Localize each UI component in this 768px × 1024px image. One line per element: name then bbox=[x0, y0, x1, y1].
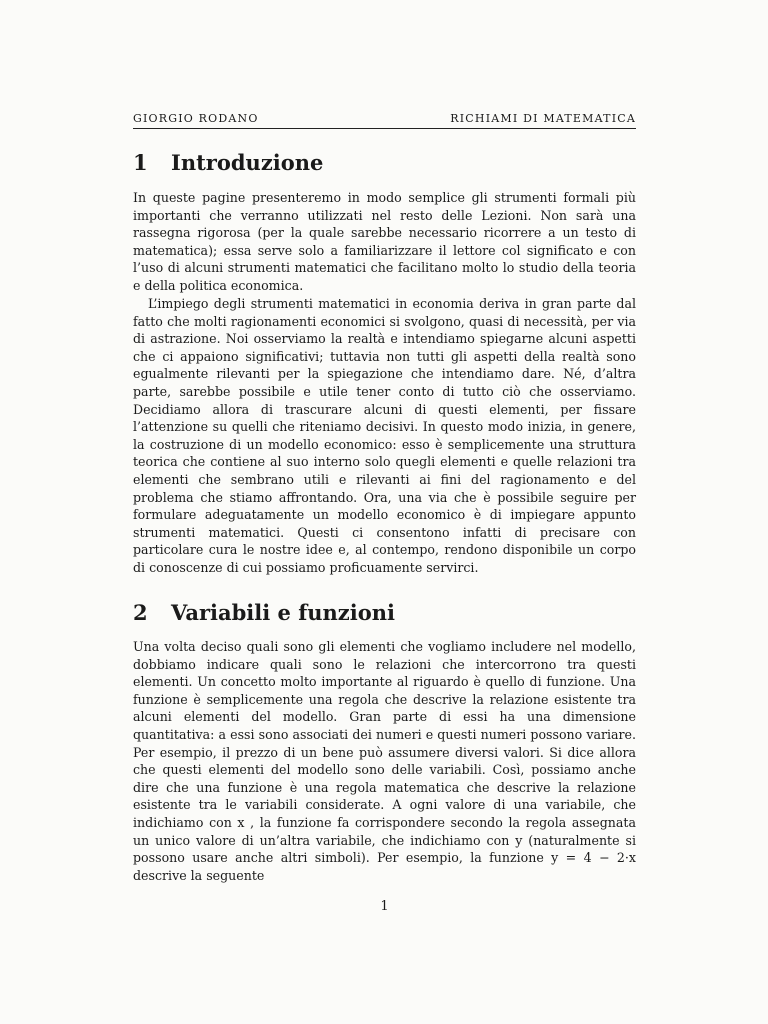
paragraph: L’impiego degli strumenti matematici in economia deriva in gran parte dal fatto che molti ragionamenti economici si svolgono, quasi di necessità, per via di astrazione. Noi osserviamo la realtà e intendiamo spiegarne alcuni aspetti che ci appaiono significativi; tuttavia non tutti gli aspetti della realtà sono egualmente rilevanti per la spiegazione che intendiamo dare. Né, d’altra parte, sarebbe possibile e utile tener conto di tutto ciò che osserviamo. Decidiamo allora di trascurare alcuni di questi elementi, per fissare l’attenzione su quelli che riteniamo decisivi. In questo modo inizia, in genere, la costruzione di un modello economico: esso è semplicemente una struttura teorica che contiene al suo interno solo quegli elementi e quelle relazioni tra elementi che sembrano utili e rilevanti ai fini del ragionamento e del problema che stiamo affrontando. Ora, una via che è possibile seguire per formulare adeguatamente un modello economico è di impiegare appunto strumenti matematici. Questi ci consentono infatti di precisare con particolare cura le nostre idee e, al contempo, rendono disponibile un corpo di conoscenze di cui possiamo proficuamente servirci. bbox=[133, 296, 636, 575]
section-heading-2: 2 Variabili e funzioni bbox=[133, 600, 395, 625]
section-heading-1: 1 Introduzione bbox=[133, 150, 324, 175]
running-header bbox=[133, 112, 636, 125]
header-title: RICHIAMI DI MATEMATICA bbox=[450, 112, 636, 125]
header-rule bbox=[133, 128, 636, 129]
paragraph: Una volta deciso quali sono gli elementi che vogliamo includere nel modello, dobbiamo indicare quali sono le relazioni che intercorrono tra questi elementi. Un concetto molto importante al riguardo è quello di funzione. Una funzione è semplicemente una regola che descrive la relazione esistente tra alcuni elementi del modello. Gran parte di essi ha una dimensione quantitativa: a essi sono associati dei numeri e questi numeri possono variare. Per esempio, il prezzo di un bene può assumere diversi valori. Si dice allora che questi elementi del modello sono delle variabili. Così, possiamo anche dire che una funzione è una regola matematica che descrive la relazione esistente tra le variabili considerate. A ogni valore di una variabile, che indichiamo con x , la funzione fa corrispondere secondo la regola assegnata un unico valore di un’altra variabile, che indichiamo con y (naturalmente si possono usare anche altri simboli). Per esempio, la funzione y = 4 − 2·x descrive la seguente bbox=[133, 639, 636, 883]
page-number: 1 bbox=[380, 899, 389, 914]
header-author: GIORGIO RODANO bbox=[133, 112, 259, 125]
paragraph: In queste pagine presenteremo in modo semplice gli strumenti formali più importanti che verranno utilizzati nel resto delle Lezioni. Non sarà una rassegna rigorosa (per la quale sarebbe necessario ricorrere a un testo di matematica); essa serve solo a familiarizzare il lettore col significato e con l’uso di alcuni strumenti matematici che facilitano molto lo studio della teoria e della politica economica. bbox=[133, 190, 636, 293]
